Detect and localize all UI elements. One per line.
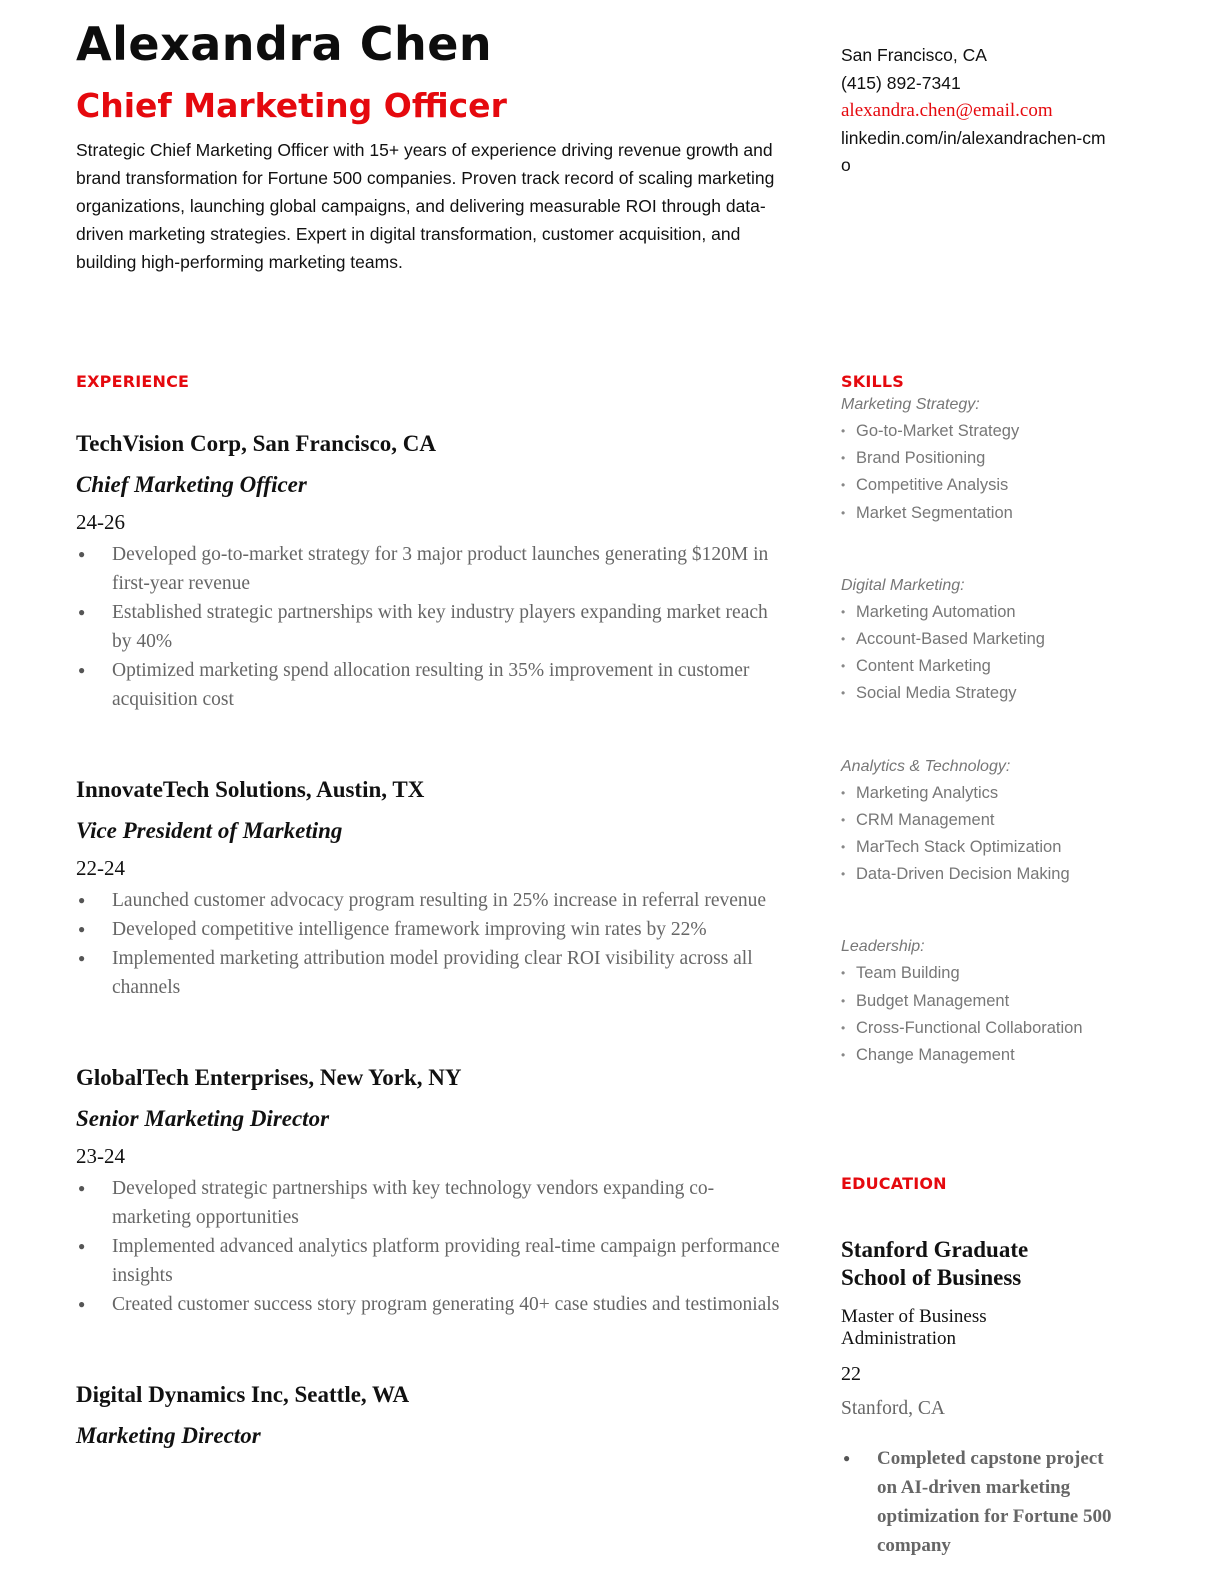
achievement-item: ● Developed go-to-market strategy for 3 major product launches generating $120M in first-year revenue: [76, 540, 786, 598]
achievement-item: ● Launched customer advocacy program resulting in 25% increase in referral revenue: [76, 886, 786, 915]
candidate-name: Alexandra Chen: [76, 17, 493, 71]
achievement-item: ● Implemented advanced analytics platform providing real-time campaign performance insights: [76, 1232, 786, 1290]
skill-item: • CRM Management: [841, 807, 1131, 834]
contact-location: San Francisco, CA: [841, 45, 987, 65]
achievement-item: ● Developed strategic partnerships with key technology vendors expanding co-marketing opportunities: [76, 1174, 786, 1232]
job-role: Senior Marketing Director: [76, 1106, 330, 1131]
experience-item: [76, 1380, 786, 1451]
skill-item: • Social Media Strategy: [841, 680, 1131, 707]
company-name: TechVision Corp, San Francisco, CA: [76, 431, 436, 456]
skill-category: Analytics & Technology:: [841, 757, 1011, 775]
experience-item: [76, 1063, 786, 1319]
achievement-list: [76, 540, 786, 714]
education-heading: EDUCATION: [841, 1174, 947, 1193]
experience-item: [76, 429, 786, 714]
education-section: [841, 1174, 1131, 1560]
skill-item: • Change Management: [841, 1042, 1131, 1069]
skill-item: • MarTech Stack Optimization: [841, 834, 1131, 861]
graduation-year: 22: [841, 1363, 861, 1385]
contact-linkedin[interactable]: linkedin.com/in/alexandrachen-cmo: [841, 127, 1106, 175]
skill-group: [841, 572, 1131, 708]
skill-item: • Market Segmentation: [841, 500, 1131, 527]
company-name: InnovateTech Solutions, Austin, TX: [76, 777, 425, 802]
contact-email-link[interactable]: alexandra.chen@email.com: [841, 100, 1053, 121]
skill-list: [841, 780, 1131, 889]
achievement-item: ● Established strategic partnerships with key industry players expanding market reach by 40%: [76, 598, 786, 656]
achievement-item: ● Optimized marketing spend allocation resulting in 35% improvement in customer acquisition cost: [76, 656, 786, 714]
resume-header: [76, 14, 786, 276]
job-role: Marketing Director: [76, 1423, 261, 1448]
skill-category: Leadership:: [841, 938, 925, 956]
skill-category: Marketing Strategy:: [841, 396, 980, 413]
skill-list: [841, 960, 1131, 1069]
job-role: Vice President of Marketing: [76, 818, 343, 843]
skill-item: • Competitive Analysis: [841, 472, 1131, 499]
skill-list: [841, 418, 1131, 527]
skill-list: [841, 599, 1131, 708]
achievement-item: ● Developed competitive intelligence framework improving win rates by 22%: [76, 915, 786, 944]
skill-item: • Marketing Automation: [841, 599, 1131, 626]
education-achievement-item: ● Completed capstone project on AI-driven marketing optimization for Fortune 500 company: [841, 1444, 1121, 1560]
company-name: Digital Dynamics Inc, Seattle, WA: [76, 1382, 410, 1407]
skill-item: • Marketing Analytics: [841, 780, 1131, 807]
skill-item: • Data-Driven Decision Making: [841, 861, 1131, 888]
professional-summary: Strategic Chief Marketing Officer with 15+ years of experience driving revenue growth and brand transformation for Fortune 500 companies. Proven track record of scaling marketing organizations, launching global campaigns, and delivering measurable ROI through data-driven marketing strategies. Expert in digital transformation, customer acquisition, and building high-performing marketing teams.: [76, 140, 775, 272]
company-name: GlobalTech Enterprises, New York, NY: [76, 1065, 462, 1090]
school-name: Stanford Graduate School of Business: [841, 1237, 1029, 1290]
experience-heading: EXPERIENCE: [76, 372, 190, 391]
skill-item: • Brand Positioning: [841, 445, 1131, 472]
skill-group: [841, 753, 1131, 889]
achievement-list: [76, 1174, 786, 1319]
experience-item: [76, 775, 786, 1002]
job-role: Chief Marketing Officer: [76, 472, 307, 497]
skill-group: [841, 933, 1131, 1069]
achievement-item: ● Created customer success story program generating 40+ case studies and testimonials: [76, 1290, 786, 1319]
job-dates: 24-26: [76, 510, 125, 534]
achievement-item: ● Implemented marketing attribution model providing clear ROI visibility across all channels: [76, 944, 786, 1002]
skill-group: [841, 391, 1131, 527]
skill-item: • Account-Based Marketing: [841, 626, 1131, 653]
skill-item: • Content Marketing: [841, 653, 1131, 680]
skills-section: [841, 372, 1131, 1114]
skill-category: Digital Marketing:: [841, 576, 965, 594]
skill-item: • Budget Management: [841, 988, 1131, 1015]
contact-phone: (415) 892-7341: [841, 72, 961, 93]
degree-name: Master of Business Administration: [841, 1306, 987, 1349]
education-achievements: [841, 1444, 1131, 1560]
school-location: Stanford, CA: [841, 1398, 945, 1419]
skills-heading: SKILLS: [841, 372, 904, 391]
skill-item: • Team Building: [841, 960, 1131, 987]
job-dates: 22-24: [76, 856, 125, 880]
achievement-list: [76, 886, 786, 1002]
skill-item: • Cross-Functional Collaboration: [841, 1015, 1131, 1042]
experience-section: [76, 372, 786, 1451]
contact-info: [841, 42, 1131, 180]
job-dates: 23-24: [76, 1144, 125, 1168]
candidate-title: Chief Marketing Officer: [76, 86, 507, 125]
skill-item: • Go-to-Market Strategy: [841, 418, 1131, 445]
